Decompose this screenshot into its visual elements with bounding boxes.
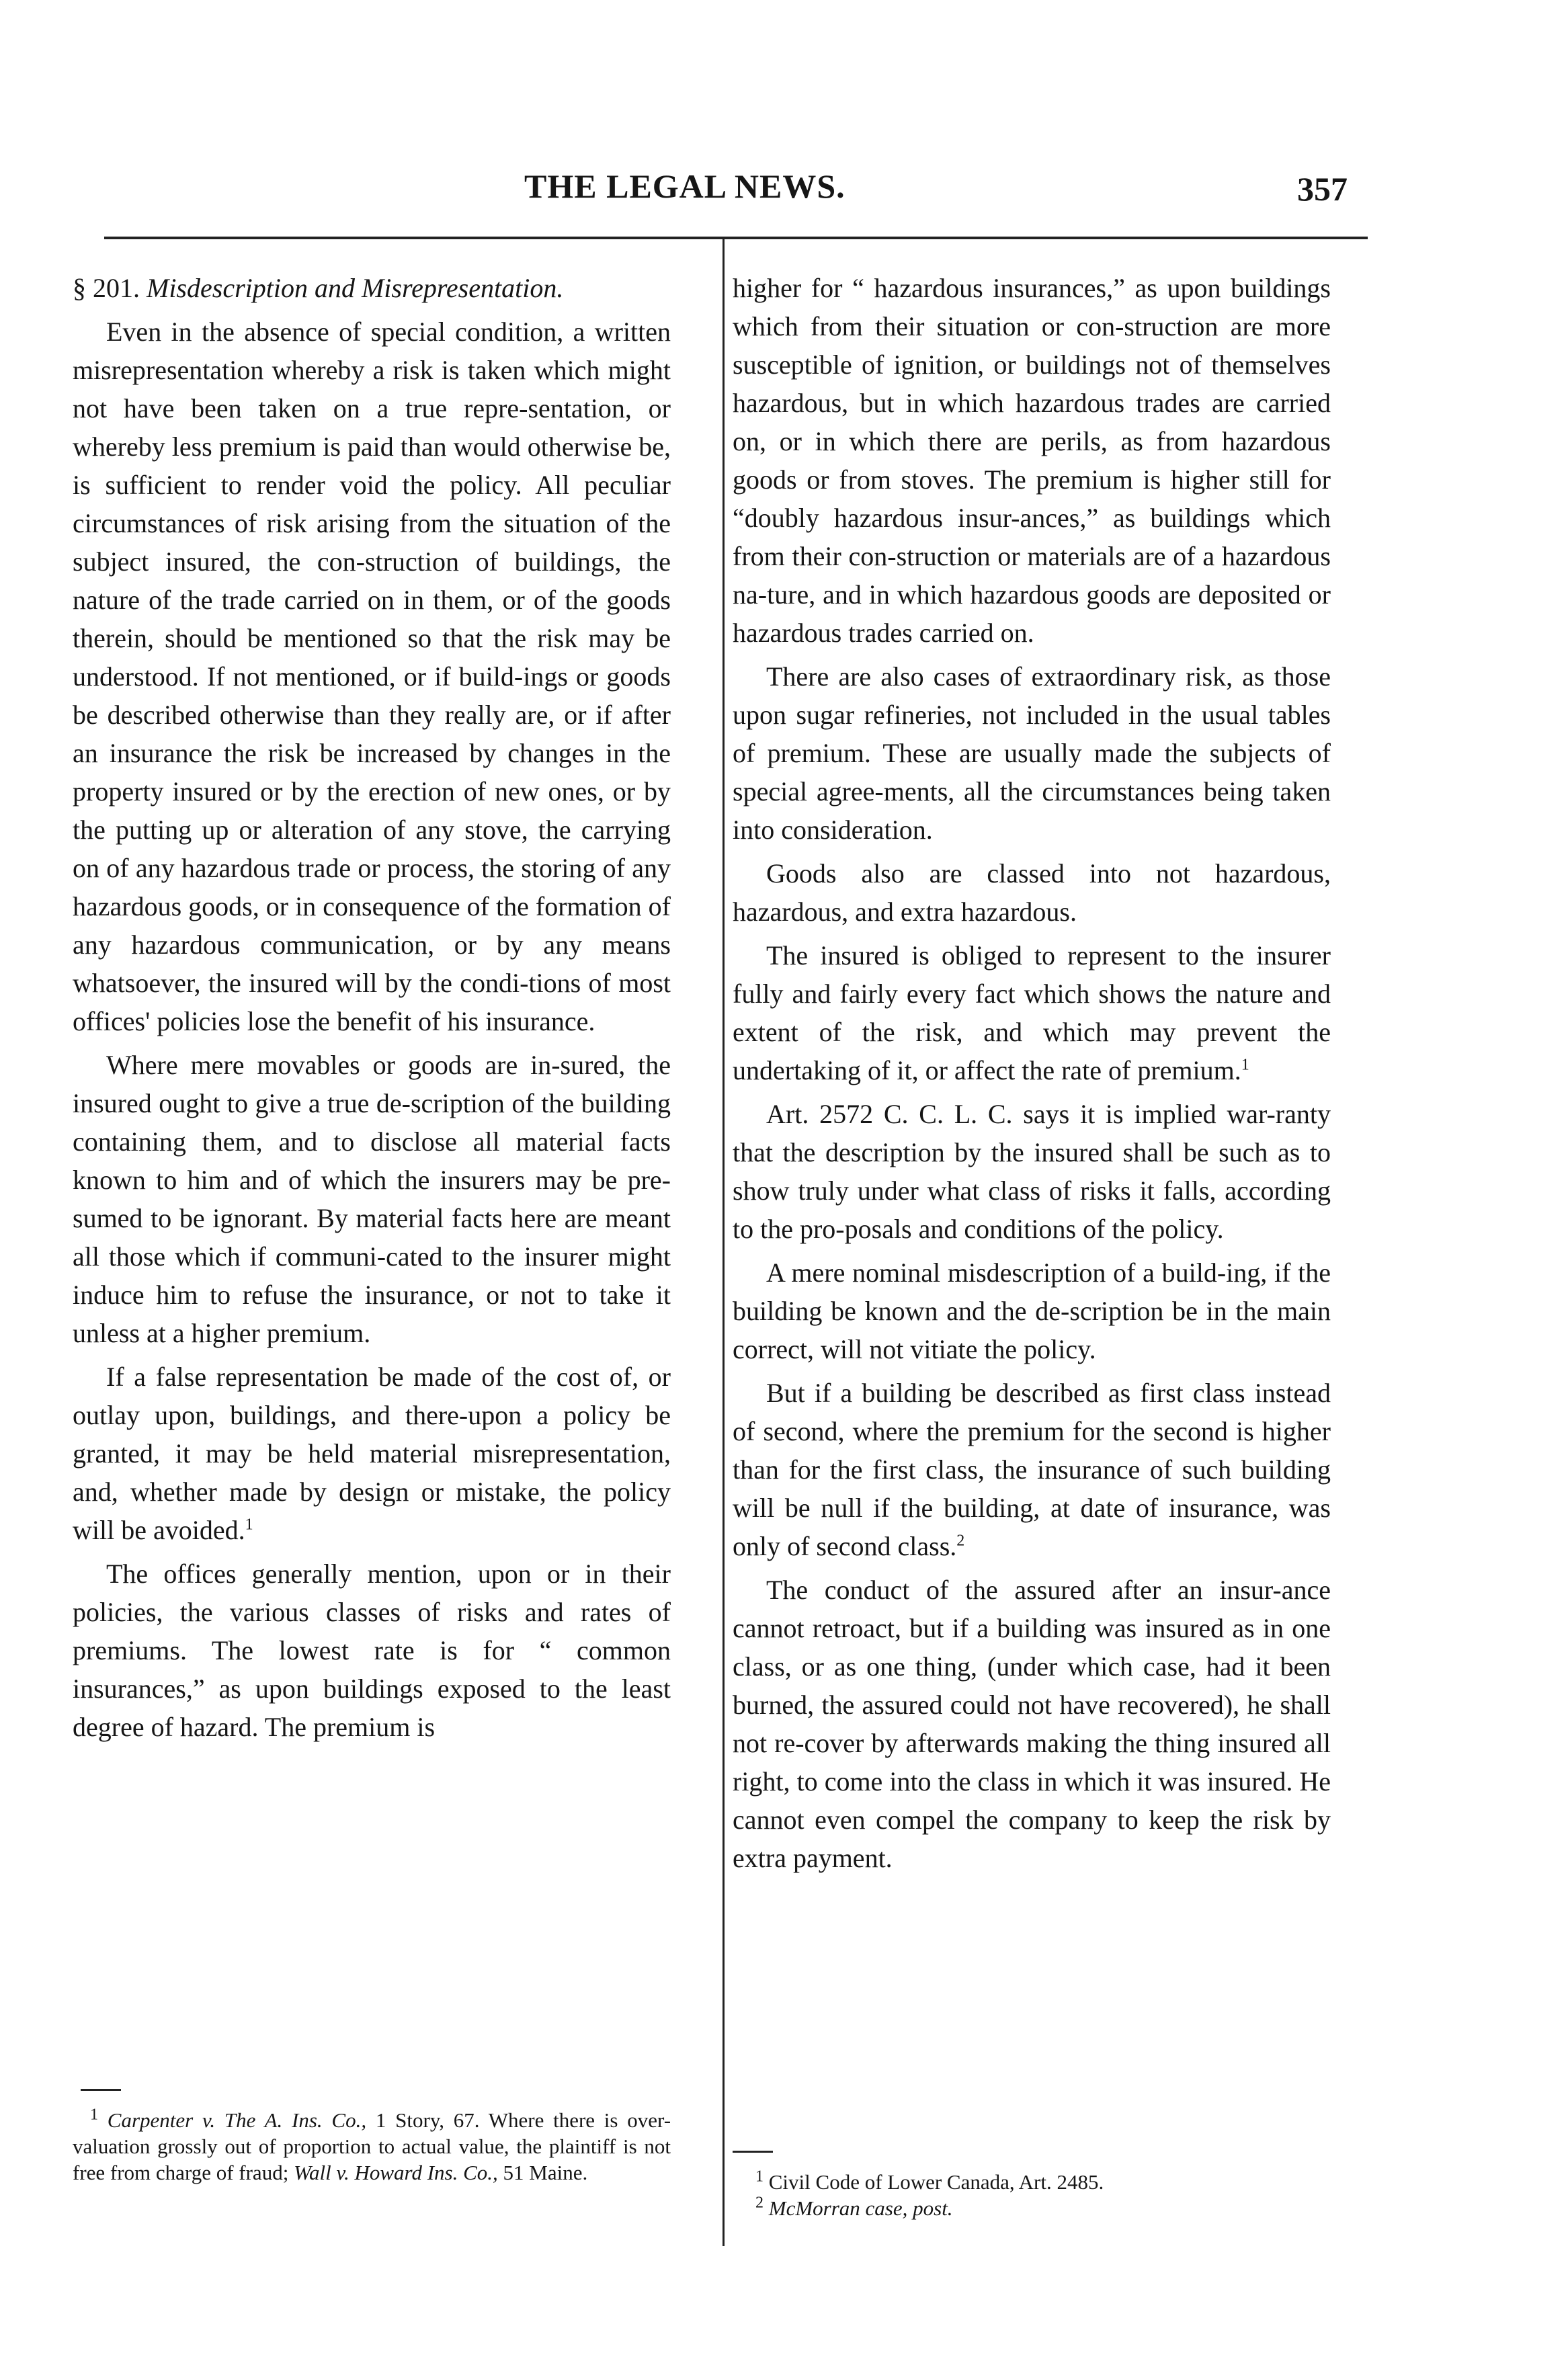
footnote-rule (81, 2089, 121, 2091)
footnote-case: Carpenter v. The A. Ins. Co., (107, 2108, 367, 2132)
paragraph: Where mere movables or goods are in-sured, the insured ought to give a true de-scription of the building containing them, and to disclose all material facts known to him and of which the insurers may be pre-sumed to be ignorant. By material facts here are meant all those which if communi-cated to the insurer might induce him to refuse the insurance, or not to take it unless at a higher premium. (73, 1050, 671, 1348)
section-heading: Misdescription and Misrepresentation. (147, 273, 564, 303)
section-marker: § 201. (73, 273, 140, 303)
footnote-case: Wall v. Howard Ins. Co., (294, 2161, 498, 2184)
section-paragraph (73, 269, 671, 307)
footnote (738, 2195, 1336, 2221)
paragraph: The offices generally mention, upon or in their policies, the various classes of risks and rates of premiums. The lowest rate is for “ common insurances,” as upon buildings exposed to the least degree of hazard. The premium is (73, 1559, 671, 1742)
footnote-mark: 1 (755, 2167, 764, 2186)
left-column (73, 269, 671, 1751)
paragraph-text: If a false representation be made of the cost of, or outlay upon, buildings, and there-upon a policy be granted, it may be held material misrepresentation, and, whether made by design or mistake, the policy will be avoided. (73, 1362, 671, 1545)
column-divider (723, 237, 725, 2246)
footnote-text: 1 Story, 67. Where there is over-valuation grossly out of proportion to actual value, the plaintiff is not free from charge of fraud; (73, 2108, 671, 2184)
running-title: THE LEGAL NEWS. (524, 167, 845, 205)
header-rule (104, 237, 1368, 239)
page-number: 357 (1297, 170, 1348, 208)
footnote-text: 51 Maine. (503, 2161, 588, 2184)
paragraph: Goods also are classed into not hazardous, hazardous, and extra hazardous. (733, 858, 1331, 927)
paragraph (733, 936, 1331, 1089)
footnote-mark: 1 (90, 2106, 98, 2124)
footnote-ref: 1 (245, 1516, 253, 1534)
footnote-ref: 1 (1241, 1056, 1249, 1074)
footnote-mark: 2 (755, 2194, 764, 2212)
left-footnotes (73, 2107, 671, 2186)
paragraph: Even in the absence of special condition, a written misrepresentation whereby a risk is taken which might not have been taken on a true repre-sentation, or whereby less premium is paid than would otherwise be, is sufficient to render void the policy. All peculiar circumstances of risk arising from the situation of the subject insured, the con-struction of buildings, the nature of the trade carried on in them, or of the goods therein, should be mentioned so that the risk may be understood. If not mentioned, or if build-ings or goods be described otherwise than they really are, or if after an insurance the risk be increased by changes in the property insured or by the erection of new ones, or by the putting up or alteration of any stove, the carrying on of any hazardous trade or process, the storing of any hazardous goods, or in consequence of the formation of any hazardous communication, or by any means whatsoever, the insured will by the condi-tions of most offices' policies lose the benefit of his insurance. (73, 317, 671, 1036)
footnote (73, 2107, 671, 2186)
right-footnotes (738, 2169, 1336, 2221)
footnote-text: post. (913, 2196, 953, 2220)
footnote-rule (733, 2151, 773, 2153)
paragraph: The conduct of the assured after an insur-ance cannot retroact, but if a building was insured as in one class, or as one thing, (under which case, had it been burned, the assured could not have recovered), he shall not re-cover by afterwards making the thing insured all right, to come into the class in which it was insured. He cannot even compel the company to keep the risk by extra payment. (733, 1575, 1331, 1873)
footnote-text: Civil Code of Lower Canada, Art. 2485. (768, 2170, 1104, 2194)
right-column (733, 269, 1331, 1883)
paragraph (73, 1358, 671, 1549)
footnote-ref: 2 (956, 1532, 965, 1550)
paragraph-text: But if a building be described as first class instead of second, where the premium for the second is higher than for the first class, the insurance of such building will be null if the building, at date of insurance, was only of second class. (733, 1378, 1331, 1561)
paragraph: There are also cases of extraordinary risk, as those upon sugar refineries, not included in the usual tables of premium. These are usually made the subjects of special agree-ments, all the circumstances being taken into consideration. (733, 661, 1331, 845)
paragraph: Art. 2572 C. C. L. C. says it is implied war-ranty that the description by the insured shall be such as to show truly under what class of risks it falls, according to the pro-posals and conditions of the policy. (733, 1099, 1331, 1244)
footnote (738, 2169, 1336, 2195)
paragraph (733, 1374, 1331, 1565)
paragraph: A mere nominal misdescription of a build-ing, if the building be known and the de-scription be in the main correct, will not vitiate the policy. (733, 1257, 1331, 1364)
paragraph: higher for “ hazardous insurances,” as upon buildings which from their situation or con-struction are more susceptible of ignition, or buildings not of themselves hazardous, but in which hazardous trades are carried on, or in which there are perils, as from hazardous goods or from stoves. The premium is higher still for “doubly hazardous insur-ances,” as buildings which from their con-struction or materials are of a hazardous na-ture, and in which hazardous goods are deposited or hazardous trades carried on. (733, 273, 1331, 648)
paragraph-text: The insured is obliged to represent to the insurer fully and fairly every fact which shows the nature and extent of the risk, and which may prevent the undertaking of it, or affect the rate of premium. (733, 940, 1331, 1085)
footnote-case: McMorran case, (768, 2196, 908, 2220)
